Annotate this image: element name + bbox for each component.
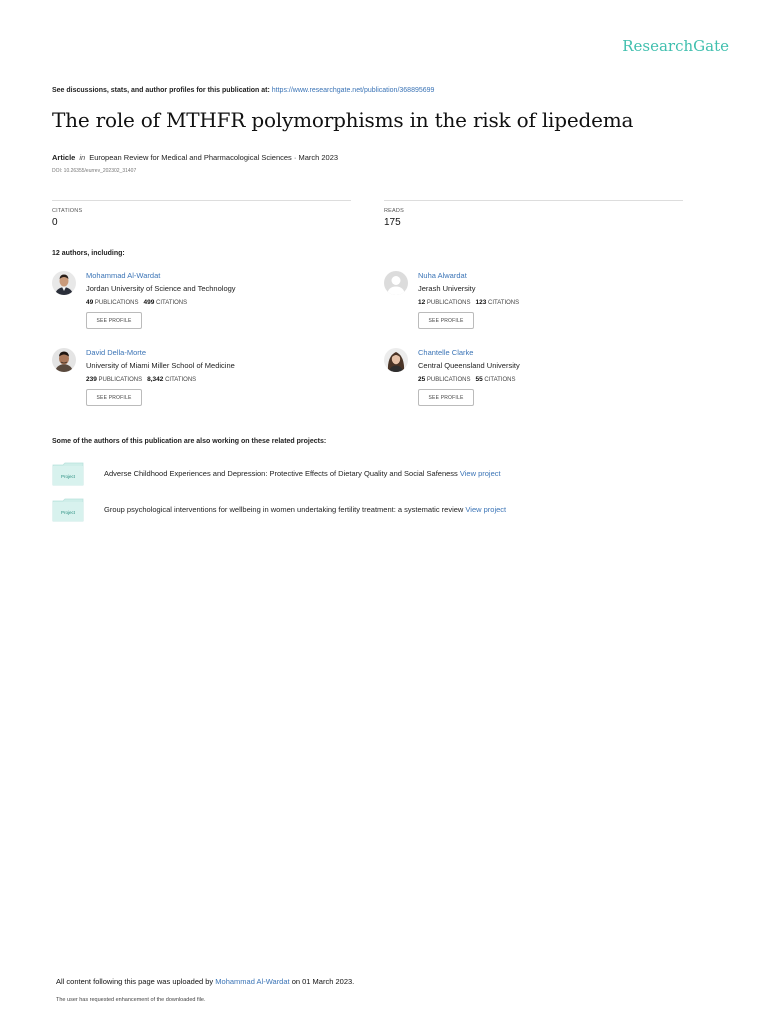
see-profile-button[interactable]: SEE PROFILE <box>86 312 142 329</box>
discussion-line <box>52 87 434 94</box>
author-name[interactable]: Chantelle Clarke <box>418 348 474 357</box>
citations-count: 0 <box>52 217 58 228</box>
avatar[interactable] <box>384 271 408 295</box>
publications-count: 25 <box>418 376 426 383</box>
citations-count: 123 <box>475 299 487 306</box>
author-card <box>384 271 684 341</box>
author-counts <box>418 376 516 383</box>
view-project-link[interactable]: View project <box>465 505 507 514</box>
author-card <box>384 348 684 418</box>
citations-label: CITATIONS <box>156 300 188 306</box>
avatar[interactable] <box>52 348 76 372</box>
author-institution: Jordan University of Science and Technology <box>86 284 236 293</box>
author-institution: University of Miami Miller School of Medicine <box>86 361 235 370</box>
reads-count: 175 <box>384 217 401 228</box>
project-item <box>52 498 672 522</box>
publications-count: 239 <box>86 376 97 383</box>
see-profile-button[interactable]: SEE PROFILE <box>418 389 474 406</box>
project-folder-icon[interactable] <box>52 462 84 486</box>
publication-link[interactable]: https://www.researchgate.net/publication/368895699 <box>271 87 435 94</box>
project-icon-label: Project <box>60 474 76 479</box>
reads-stat <box>384 200 683 228</box>
citations-label: CITATIONS <box>488 300 520 306</box>
author-card <box>52 271 352 341</box>
uploader-link[interactable]: Mohammad Al-Wardat <box>215 977 290 986</box>
see-profile-button[interactable]: SEE PROFILE <box>86 389 142 406</box>
project-item <box>52 462 672 486</box>
publications-count: 49 <box>86 299 94 306</box>
author-institution: Central Queensland University <box>418 361 520 370</box>
citations-count: 8,342 <box>147 376 164 383</box>
project-text <box>104 505 506 514</box>
citations-count: 55 <box>475 376 483 383</box>
avatar[interactable] <box>384 348 408 372</box>
article-meta <box>52 153 338 162</box>
in-word: in <box>79 153 86 162</box>
discussion-prefix: See discussions, stats, and author profiles for this publication at: <box>52 87 272 94</box>
author-counts <box>86 299 187 306</box>
upload-prefix: All content following this page was uploaded by <box>56 977 216 986</box>
author-counts <box>86 376 196 383</box>
publications-label: PUBLICATIONS <box>426 377 471 383</box>
publications-label: PUBLICATIONS <box>94 300 139 306</box>
upload-line <box>56 977 354 986</box>
footer-note: The user has requested enhancement of the downloaded file. <box>56 997 206 1003</box>
projects-heading: Some of the authors of this publication are also working on these related projects: <box>52 438 327 445</box>
citations-label: CITATIONS <box>165 377 197 383</box>
citations-label: CITATIONS <box>484 377 516 383</box>
researchgate-logo[interactable]: ResearchGate <box>622 37 729 55</box>
project-title: Adverse Childhood Experiences and Depression: Protective Effects of Dietary Quality and Social Safeness <box>104 469 460 478</box>
upload-suffix: on 01 March 2023. <box>289 977 355 986</box>
view-project-link[interactable]: View project <box>459 469 501 478</box>
author-name[interactable]: Nuha Alwardat <box>418 271 467 280</box>
publications-count: 12 <box>418 299 426 306</box>
project-icon-label: Project <box>60 510 76 515</box>
citations-count: 499 <box>143 299 155 306</box>
avatar[interactable] <box>52 271 76 295</box>
citations-label: CITATIONS <box>52 208 83 214</box>
doi: DOI: 10.26355/eurrev_202302_31407 <box>52 168 137 174</box>
author-counts <box>418 299 519 306</box>
article-type: Article <box>52 153 76 162</box>
project-title: Group psychological interventions for wellbeing in women undertaking fertility treatment: a systematic review <box>104 505 466 514</box>
authors-heading: 12 authors, including: <box>52 250 125 257</box>
citations-stat <box>52 200 351 228</box>
page-title: The role of MTHFR polymorphisms in the risk of lipedema <box>52 108 634 132</box>
journal-name: European Review for Medical and Pharmacological Sciences · March 2023 <box>89 153 339 162</box>
author-name[interactable]: Mohammad Al-Wardat <box>86 271 161 280</box>
see-profile-button[interactable]: SEE PROFILE <box>418 312 474 329</box>
reads-label: READS <box>384 208 404 214</box>
author-institution: Jerash University <box>418 284 476 293</box>
publications-label: PUBLICATIONS <box>426 300 471 306</box>
publications-label: PUBLICATIONS <box>98 377 143 383</box>
project-text <box>104 469 501 478</box>
project-folder-icon[interactable] <box>52 498 84 522</box>
author-name[interactable]: David Della-Morte <box>86 348 147 357</box>
author-card <box>52 348 352 418</box>
